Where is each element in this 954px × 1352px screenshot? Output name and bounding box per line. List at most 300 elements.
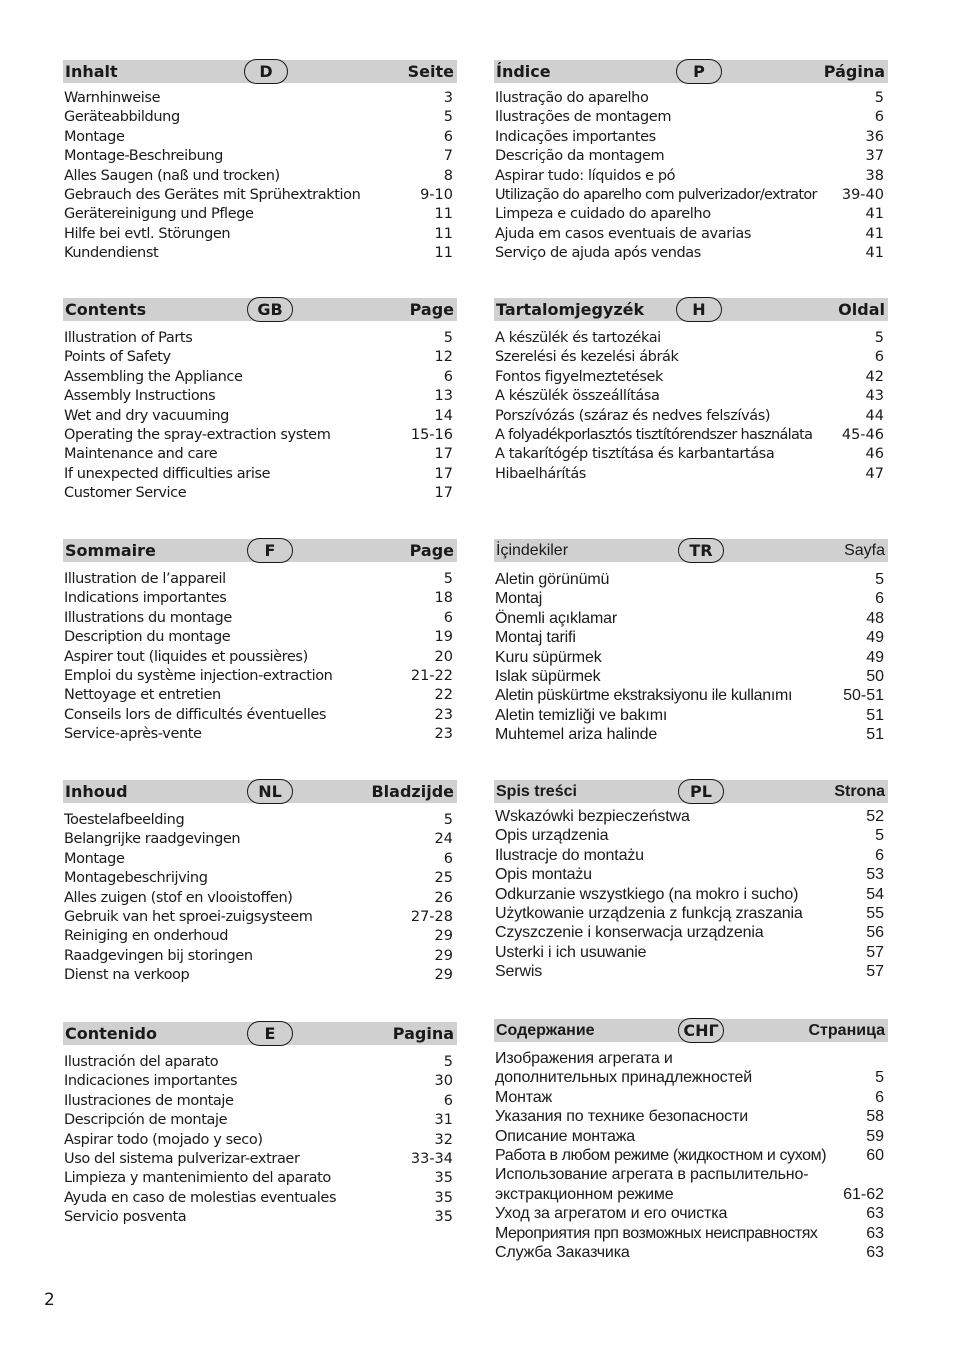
toc-entry-page: 52 <box>866 808 884 825</box>
toc-entry <box>494 426 888 445</box>
toc-entry-label: Служба Заказчика <box>495 1243 630 1261</box>
toc-entry <box>63 329 457 348</box>
toc-entry-label: Montaj <box>495 590 543 608</box>
toc-entry-page: 5 <box>443 109 453 126</box>
toc-entry <box>63 1072 457 1091</box>
toc-entry <box>494 108 888 127</box>
toc-section-ru <box>494 1019 888 1262</box>
toc-entry-page: 58 <box>866 1108 884 1126</box>
toc-entry-label: Указания по технике безопасности <box>495 1108 748 1126</box>
toc-entry-page: 11 <box>434 206 453 223</box>
toc-entry <box>63 927 457 946</box>
section-header <box>63 60 457 83</box>
toc-entry <box>494 89 888 108</box>
toc-entry-label: Мероприятия прп возможных неисправностях <box>495 1224 818 1242</box>
toc-entry-page: 6 <box>874 349 884 366</box>
toc-entry-label: Montage <box>64 128 125 145</box>
toc-entry <box>494 846 888 865</box>
toc-entry <box>494 225 888 244</box>
toc-entry <box>63 1189 457 1208</box>
section-title: Índice <box>496 62 551 81</box>
toc-entry-label: Gerätereinigung und Pflege <box>64 206 254 223</box>
toc-entry <box>63 725 457 744</box>
toc-entry-label: Alles zuigen (stof en vlooistoffen) <box>64 889 293 906</box>
toc-entry <box>63 889 457 908</box>
toc-entry <box>494 465 888 484</box>
toc-entry-label: Opis urządzenia <box>495 827 609 845</box>
toc-entry-page: 20 <box>434 648 453 665</box>
toc-entry-label: Kuru süpürmek <box>495 648 602 666</box>
toc-entry-label: Ilustracje do montażu <box>495 846 644 864</box>
toc-entry-page: 59 <box>866 1127 884 1145</box>
toc-entry-label: Ilustrações de montagem <box>495 109 672 126</box>
toc-entry <box>494 445 888 464</box>
toc-entry <box>494 1068 888 1087</box>
toc-list <box>494 1049 888 1262</box>
toc-entry-page: 18 <box>434 590 453 607</box>
toc-entry-label: A folyadékporlasztós tisztítórendszer használata <box>495 426 813 443</box>
toc-entry <box>63 1169 457 1188</box>
toc-entry <box>63 609 457 628</box>
toc-entry-page: 51 <box>866 706 884 724</box>
toc-entry-page: 43 <box>865 388 884 405</box>
language-code-badge: PL <box>678 779 724 804</box>
toc-entry-label: Servicio posventa <box>64 1209 187 1226</box>
toc-entry <box>494 943 888 962</box>
toc-entry-page: 60 <box>866 1146 884 1164</box>
section-header <box>63 1022 457 1045</box>
toc-entry-label: Illustration of Parts <box>64 330 193 346</box>
toc-entry-page: 12 <box>434 349 453 366</box>
toc-entry <box>494 923 888 942</box>
toc-entry-label: Gebrauch des Gerätes mit Sprühextraktion <box>64 186 361 203</box>
toc-entry-label: Hilfe bei evtl. Störungen <box>64 225 231 242</box>
toc-entry <box>63 465 457 484</box>
toc-entry-page: 6 <box>875 1088 884 1106</box>
toc-entry-label: Alles Saugen (naß und trocken) <box>64 167 280 184</box>
toc-entry <box>494 128 888 147</box>
toc-entry-label: Descrição da montagem <box>495 148 665 165</box>
toc-entry <box>494 904 888 923</box>
toc-entry-label: Opis montażu <box>495 866 592 884</box>
toc-entry-page: 21-22 <box>410 667 453 684</box>
toc-entry-label: Ajuda em casos eventuais de avarias <box>495 225 752 242</box>
toc-entry <box>494 962 888 981</box>
toc-entry-page: 17 <box>434 485 453 502</box>
toc-entry-page: 35 <box>434 1189 453 1206</box>
toc-entry-page: 38 <box>865 167 884 184</box>
toc-entry-label: Aspirar tudo: líquidos e pó <box>495 167 676 184</box>
section-title: İçindekiler <box>496 542 569 559</box>
toc-entry-page: 5 <box>875 827 884 845</box>
language-code-badge: NL <box>247 779 293 804</box>
toc-entry-label: Points of Safety <box>64 349 171 366</box>
page-column-label: Bladzijde <box>371 782 454 801</box>
toc-entry <box>63 368 457 387</box>
toc-entry-label: Raadgevingen bij storingen <box>64 947 253 964</box>
toc-entry-label: Использование агрегата в распылительно- <box>495 1166 809 1184</box>
toc-entry-label: Operating the spray-extraction system <box>64 426 331 443</box>
toc-section-es <box>63 1022 457 1228</box>
section-title: Tartalomjegyzék <box>496 300 645 319</box>
page-column-label: Seite <box>407 62 454 81</box>
toc-entry <box>63 947 457 966</box>
toc-entry <box>494 387 888 406</box>
toc-entry <box>63 108 457 127</box>
toc-entry-label: A készülék összeállítása <box>495 388 660 405</box>
toc-entry <box>494 826 888 845</box>
language-code-badge: D <box>244 59 288 84</box>
toc-entry <box>494 706 888 725</box>
toc-entry-label: Illustrations du montage <box>64 609 232 626</box>
toc-entry-label: Assembling the Appliance <box>64 368 243 385</box>
toc-entry <box>63 426 457 445</box>
toc-entry <box>63 387 457 406</box>
toc-entry-label: Szerelési és kezelési ábrák <box>495 349 679 366</box>
toc-entry-page: 33-34 <box>410 1150 453 1167</box>
toc-entry-page: 63 <box>866 1243 884 1261</box>
toc-entry-label: Montaj tarifi <box>495 629 576 647</box>
toc-entry-label: Description du montage <box>64 629 231 646</box>
toc-entry <box>494 628 888 647</box>
toc-list <box>63 89 457 264</box>
toc-entry <box>63 589 457 608</box>
toc-entry-label: Emploi du système injection-extraction <box>64 667 333 684</box>
toc-entry <box>63 667 457 686</box>
toc-entry <box>63 1208 457 1227</box>
toc-list <box>63 811 457 986</box>
language-code-badge: TR <box>678 538 724 563</box>
toc-entry <box>494 807 888 826</box>
toc-entry-page: 41 <box>865 206 884 223</box>
toc-entry-label: If unexpected difficulties arise <box>64 465 271 482</box>
page-column-label: Strona <box>834 783 885 800</box>
toc-entry <box>494 1049 888 1068</box>
language-code-badge: P <box>676 59 722 84</box>
toc-section-de <box>63 60 457 264</box>
toc-entry <box>494 885 888 904</box>
toc-entry-page: 6 <box>875 846 884 864</box>
toc-entry-page: 39-40 <box>841 186 884 203</box>
toc-list <box>494 570 888 745</box>
toc-entry-page: 3 <box>443 90 453 106</box>
page-column-label: Página <box>823 62 885 81</box>
toc-entry <box>494 1204 888 1223</box>
toc-entry-page: 22 <box>434 687 453 704</box>
toc-entry-page: 42 <box>865 368 884 385</box>
toc-section-pt <box>494 60 888 264</box>
toc-entry-page: 5 <box>443 571 453 587</box>
toc-entry <box>494 1107 888 1126</box>
toc-entry-label: Wet and dry vacuuming <box>64 407 229 424</box>
language-code-badge: H <box>676 297 722 322</box>
section-title: Spis treści <box>496 783 577 800</box>
toc-entry-page: 47 <box>865 465 884 482</box>
section-header <box>494 1019 888 1042</box>
toc-entry-page: 5 <box>443 812 453 828</box>
toc-entry-label: Assembly Instructions <box>64 388 216 405</box>
toc-entry-page: 53 <box>866 866 884 884</box>
toc-entry <box>63 706 457 725</box>
toc-entry-label: Dienst na verkoop <box>64 967 190 984</box>
toc-entry-page: 57 <box>866 963 884 981</box>
toc-entry <box>494 1088 888 1107</box>
toc-entry <box>494 667 888 686</box>
toc-entry-page: 44 <box>865 407 884 424</box>
toc-entry-label: Gebruik van het sproei-zuigsysteem <box>64 908 313 925</box>
toc-entry-page: 9-10 <box>420 186 453 203</box>
toc-entry-page: 56 <box>866 924 884 942</box>
toc-entry-label: Montagebeschrijving <box>64 870 208 887</box>
toc-entry-label: Toestelafbeelding <box>64 812 185 828</box>
toc-entry-page: 5 <box>443 1054 453 1070</box>
toc-entry-page: 13 <box>434 388 453 405</box>
toc-entry <box>494 186 888 205</box>
toc-entry-page: 11 <box>434 245 453 262</box>
toc-entry-label: экстракционном режиме <box>495 1185 674 1203</box>
page-column-label: Page <box>409 541 454 560</box>
toc-entry-page: 36 <box>865 128 884 145</box>
toc-entry <box>63 811 457 830</box>
toc-entry <box>63 348 457 367</box>
section-header <box>494 298 888 321</box>
section-header <box>63 298 457 321</box>
toc-entry-page: 48 <box>866 609 884 627</box>
toc-entry <box>63 830 457 849</box>
toc-entry-label: Изображения агрегата и <box>495 1050 673 1067</box>
toc-entry <box>494 1165 888 1184</box>
toc-entry <box>494 609 888 628</box>
toc-entry-label: Hibaelhárítás <box>495 465 586 482</box>
toc-entry-label: Customer Service <box>64 485 187 502</box>
toc-entry-label: Aletin püskürtme ekstraksiyonu ile kullanımı <box>495 687 793 705</box>
toc-entry-label: Уход за агрегатом и его очистка <box>495 1205 728 1223</box>
toc-entry-label: Indicaciones importantes <box>64 1073 238 1090</box>
toc-entry <box>494 1146 888 1165</box>
page-column-label: Pagina <box>392 1024 454 1043</box>
toc-entry-page: 6 <box>443 1092 453 1109</box>
toc-entry-label: Utilização do aparelho com pulverizador/extrator <box>495 186 817 203</box>
toc-entry <box>63 244 457 263</box>
toc-entry-label: Belangrijke raadgevingen <box>64 831 241 848</box>
toc-entry <box>494 205 888 224</box>
toc-entry <box>494 1224 888 1243</box>
toc-entry-label: Warnhinweise <box>64 90 161 106</box>
toc-entry <box>63 128 457 147</box>
toc-entry-page: 29 <box>434 928 453 945</box>
toc-section-tr <box>494 539 888 745</box>
toc-entry-label: Usterki i ich usuwanie <box>495 943 647 961</box>
toc-section-fr <box>63 539 457 745</box>
toc-entry <box>63 966 457 985</box>
toc-entry <box>63 445 457 464</box>
toc-entry-label: Serviço de ajuda após vendas <box>495 245 701 262</box>
toc-entry-page: 5 <box>874 90 884 106</box>
toc-entry-label: Ilustração do aparelho <box>495 90 649 106</box>
toc-entry <box>494 686 888 705</box>
toc-entry <box>63 850 457 869</box>
toc-entry-label: Reiniging en onderhoud <box>64 928 229 945</box>
toc-entry <box>63 186 457 205</box>
toc-entry <box>494 589 888 608</box>
toc-entry-label: Aspirer tout (liquides et poussières) <box>64 648 308 665</box>
toc-entry-page: 50-51 <box>843 687 884 705</box>
toc-entry-page: 7 <box>443 148 453 165</box>
page-column-label: Page <box>409 300 454 319</box>
toc-entry <box>63 686 457 705</box>
toc-entry-page: 49 <box>866 648 884 666</box>
toc-entry-page: 5 <box>875 571 884 588</box>
toc-entry-page: 35 <box>434 1170 453 1187</box>
toc-entry-page: 26 <box>434 889 453 906</box>
toc-entry-page: 57 <box>866 943 884 961</box>
toc-entry <box>494 244 888 263</box>
toc-entry <box>63 407 457 426</box>
toc-entry-page: 6 <box>443 128 453 145</box>
toc-entry-label: Limpieza y mantenimiento del aparato <box>64 1170 331 1187</box>
toc-entry <box>494 1185 888 1204</box>
toc-entry-page: 6 <box>443 850 453 867</box>
toc-entry <box>494 1243 888 1262</box>
toc-entry <box>494 348 888 367</box>
toc-entry <box>494 1127 888 1146</box>
toc-entry-page: 8 <box>443 167 453 184</box>
section-header <box>63 780 457 803</box>
toc-entry-page: 5 <box>875 1069 884 1087</box>
section-title: Contents <box>65 300 147 319</box>
toc-entry <box>494 407 888 426</box>
toc-entry <box>494 648 888 667</box>
toc-entry-label: Работа в любом режиме (жидкостном и сухом) <box>495 1146 827 1164</box>
toc-list <box>494 89 888 264</box>
toc-entry-page: 25 <box>434 870 453 887</box>
page-column-label: Страница <box>808 1022 885 1039</box>
toc-entry-page: 24 <box>434 831 453 848</box>
toc-entry-label: Serwis <box>495 963 543 981</box>
section-header <box>63 539 457 562</box>
toc-entry-label: Описание монтажа <box>495 1127 636 1145</box>
toc-entry-label: Aletin görünümü <box>495 571 610 588</box>
toc-entry-label: Czyszczenie i konserwacja urządzenia <box>495 924 764 942</box>
toc-entry-page: 6 <box>443 609 453 626</box>
toc-entry-label: Odkurzanie wszystkiego (na mokro i sucho) <box>495 885 799 903</box>
toc-entry-page: 50 <box>866 667 884 685</box>
section-header <box>494 780 888 803</box>
toc-entry-page: 27-28 <box>410 908 453 925</box>
toc-entry <box>63 1150 457 1169</box>
toc-entry-page: 37 <box>865 148 884 165</box>
toc-entry-label: дополнительных принадлежностей <box>495 1069 753 1087</box>
toc-entry-page: 32 <box>434 1131 453 1148</box>
toc-entry-label: Montage-Beschreibung <box>64 148 223 165</box>
toc-entry <box>494 329 888 348</box>
toc-entry-page: 51 <box>866 726 884 744</box>
toc-section-gb <box>63 298 457 504</box>
section-title: Sommaire <box>65 541 156 560</box>
toc-entry <box>63 205 457 224</box>
toc-entry-label: Użytkowanie urządzenia z funkcją zraszania <box>495 904 803 922</box>
toc-entry-page: 29 <box>434 967 453 984</box>
toc-entry-page: 46 <box>865 446 884 463</box>
toc-section-nl <box>63 780 457 986</box>
toc-entry-page: 17 <box>434 446 453 463</box>
toc-entry-page: 54 <box>866 885 884 903</box>
toc-entry <box>494 368 888 387</box>
language-code-badge: GB <box>247 297 293 322</box>
toc-entry-page: 11 <box>434 225 453 242</box>
toc-entry <box>494 167 888 186</box>
toc-entry <box>494 570 888 589</box>
section-title: Inhoud <box>65 782 128 801</box>
toc-entry-page: 63 <box>866 1205 884 1223</box>
toc-entry-label: Indicações importantes <box>495 128 656 145</box>
section-header <box>494 539 888 562</box>
toc-entry-page: 61-62 <box>843 1185 884 1203</box>
toc-entry-page: 6 <box>875 590 884 608</box>
toc-entry-page: 29 <box>434 947 453 964</box>
toc-list <box>63 329 457 504</box>
toc-entry-label: Önemli açıklamar <box>495 609 618 627</box>
toc-entry-label: Ilustración del aparato <box>64 1054 219 1070</box>
toc-list <box>63 570 457 745</box>
toc-entry-label: Kundendienst <box>64 245 159 262</box>
toc-entry-label: Porszívózás (száraz és nedves felszívás) <box>495 407 771 424</box>
toc-entry <box>63 225 457 244</box>
toc-entry-label: A készülék és tartozékai <box>495 330 661 346</box>
toc-entry-page: 17 <box>434 465 453 482</box>
toc-list <box>494 807 888 982</box>
toc-entry-page: 63 <box>866 1224 884 1242</box>
toc-entry-label: Uso del sistema pulverizar-extraer <box>64 1150 300 1167</box>
page-column-label: Oldal <box>838 300 885 319</box>
toc-entry <box>494 725 888 744</box>
toc-entry-label: Maintenance and care <box>64 446 218 463</box>
toc-entry-label: Ayuda en caso de molestias eventuales <box>64 1189 337 1206</box>
toc-section-hu <box>494 298 888 484</box>
toc-entry <box>63 1053 457 1072</box>
toc-entry-page: 41 <box>865 245 884 262</box>
toc-entry <box>63 570 457 589</box>
page-number: 2 <box>44 1290 55 1310</box>
toc-entry <box>63 1092 457 1111</box>
toc-entry <box>63 1111 457 1130</box>
toc-entry-label: Fontos figyelmeztetések <box>495 368 664 385</box>
toc-entry <box>63 167 457 186</box>
toc-entry-label: Indications importantes <box>64 590 227 607</box>
toc-entry-label: Aletin temizliği ve bakımı <box>495 706 668 724</box>
section-title: Inhalt <box>65 62 118 81</box>
toc-entry-label: Монтаж <box>495 1088 553 1106</box>
page-column-label: Sayfa <box>844 542 885 559</box>
toc-entry <box>63 1131 457 1150</box>
toc-entry-label: Muhtemel ariza halinde <box>495 726 658 744</box>
toc-entry-label: Ilustraciones de montaje <box>64 1092 234 1109</box>
section-title: Contenido <box>65 1024 157 1043</box>
toc-list <box>494 329 888 484</box>
toc-entry-page: 23 <box>434 726 453 743</box>
language-code-badge: F <box>247 538 293 563</box>
toc-entry <box>63 628 457 647</box>
toc-entry-page: 14 <box>434 407 453 424</box>
toc-section-pl <box>494 780 888 982</box>
toc-list <box>63 1053 457 1228</box>
toc-entry <box>494 147 888 166</box>
toc-entry <box>63 89 457 108</box>
toc-entry <box>63 147 457 166</box>
toc-entry-label: Conseils lors de difficultés éventuelles <box>64 706 327 723</box>
toc-entry <box>63 648 457 667</box>
toc-entry <box>63 908 457 927</box>
